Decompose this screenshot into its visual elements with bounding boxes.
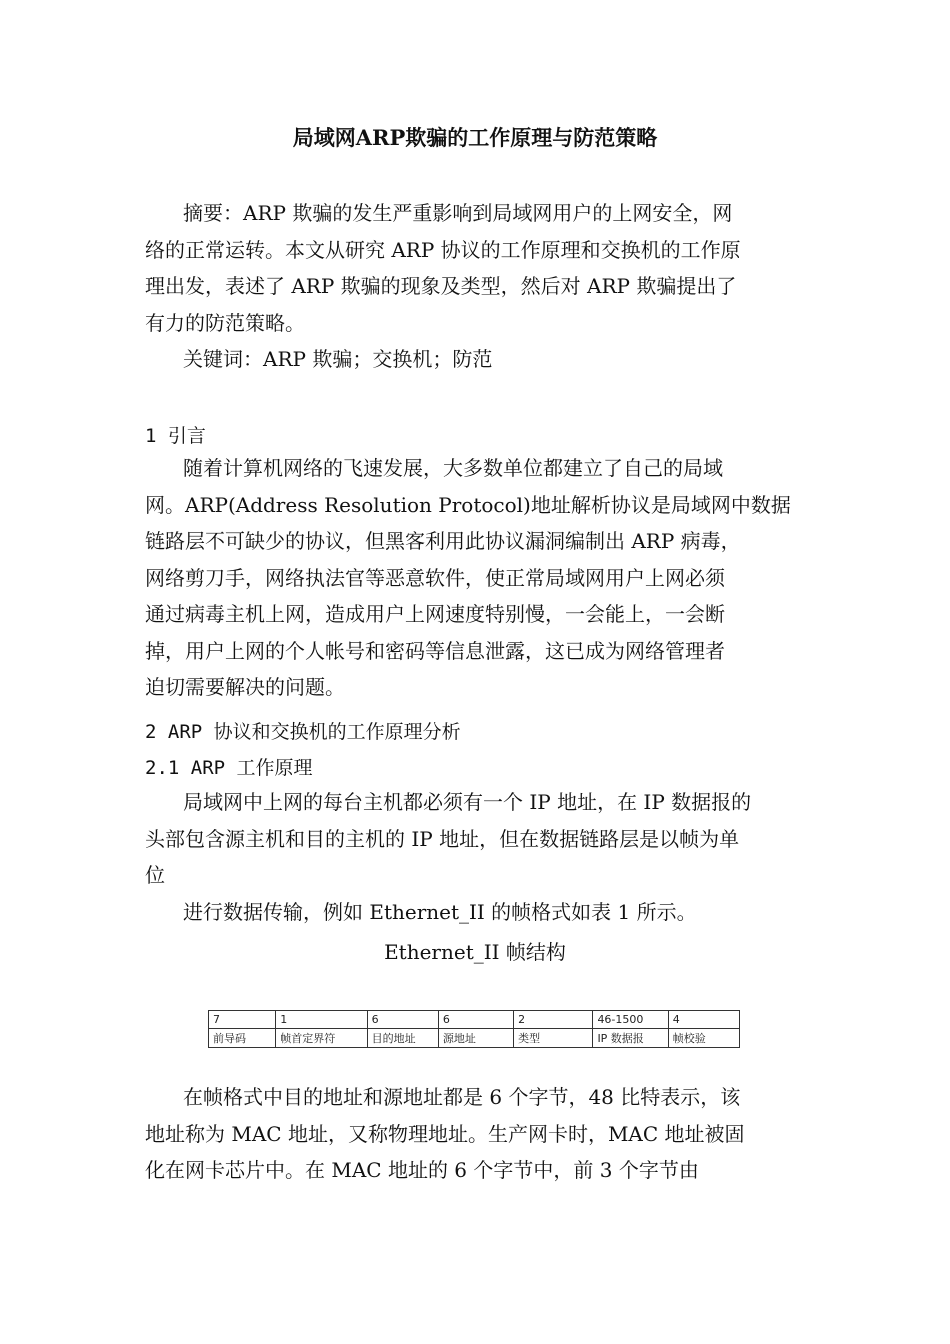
abstract-paragraph: [145, 195, 805, 378]
abstract-line: 有力的防范策略。: [145, 310, 305, 335]
table-cell: 目的地址: [367, 1029, 438, 1048]
section-2-heading: 2 ARP 协议和交换机的工作原理分析: [145, 721, 461, 743]
body-line: 通过病毒主机上网，造成用户上网速度特别慢，一会能上，一会断: [145, 602, 725, 626]
table-cell: 帧首定界符: [276, 1029, 367, 1048]
table-cell: 6: [438, 1011, 513, 1029]
body-line: 地址称为 MAC 地址，又称物理地址。生产网卡时，MAC 地址被固: [145, 1121, 745, 1146]
table-cell: 2: [514, 1011, 593, 1029]
abstract-line: 络的正常运转。本文从研究 ARP 协议的工作原理和交换机的工作原: [145, 237, 741, 262]
body-line: 网络剪刀手，网络执法官等恶意软件，使正常局域网用户上网必须: [145, 565, 725, 590]
table-cell: 46-1500: [593, 1011, 668, 1029]
abstract-line: 理出发，表述了 ARP 欺骗的现象及类型，然后对 ARP 欺骗提出了: [145, 274, 737, 298]
section-1-heading: 1 引言: [145, 425, 206, 447]
section-2-1-paragraph: [145, 784, 805, 930]
body-line: 在帧格式中目的地址和源地址都是 6 个字节，48 比特表示，该: [183, 1085, 741, 1109]
body-line: 位: [145, 863, 165, 887]
table-cell: 帧校验: [668, 1029, 739, 1048]
body-line: 掉，用户上网的个人帐号和密码等信息泄露，这已成为网络管理者: [145, 638, 725, 663]
body-line: 随着计算机网络的飞速发展，大多数单位都建立了自己的局域: [183, 456, 723, 480]
table-cell: 4: [668, 1011, 739, 1029]
section-2-1-heading: 2.1 ARP 工作原理: [145, 757, 313, 779]
body-line: 网。ARP(Address Resolution Protocol)地址解析协议是局域网中数据: [145, 492, 791, 517]
table-cell: 6: [367, 1011, 438, 1029]
body-line: 链路层不可缺少的协议，但黑客利用此协议漏洞编制出 ARP 病毒，: [145, 529, 741, 553]
ethernet-frame-table: [208, 1010, 740, 1048]
table-cell: 类型: [514, 1029, 593, 1048]
keywords-line: 关键词：ARP 欺骗；交换机；防范: [183, 347, 493, 371]
body-line: 局域网中上网的每台主机都必须有一个 IP 地址，在 IP 数据报的: [183, 790, 752, 814]
table-row: [209, 1029, 740, 1048]
section-2-1-continued-paragraph: [145, 1079, 805, 1189]
body-line: 头部包含源主机和目的主机的 IP 地址，但在数据链路层是以帧为单: [145, 826, 740, 851]
document-title: 局域网ARP欺骗的工作原理与防范策略: [292, 125, 658, 150]
body-line: 进行数据传输，例如 Ethernet_II 的帧格式如表 1 所示。: [183, 899, 697, 924]
table-cell: 7: [209, 1011, 276, 1029]
abstract-line: 摘要：ARP 欺骗的发生严重影响到局域网用户的上网安全，网: [183, 201, 733, 225]
body-line: 迫切需要解决的问题。: [145, 675, 345, 699]
body-line: 化在网卡芯片中。在 MAC 地址的 6 个字节中，前 3 个字节由: [145, 1158, 699, 1182]
table-cell: 源地址: [438, 1029, 513, 1048]
table-row: [209, 1011, 740, 1029]
section-1-paragraph: [145, 450, 805, 706]
table-caption: Ethernet_II 帧结构: [384, 940, 566, 964]
table-cell: IP 数据报: [593, 1029, 668, 1048]
table-cell: 前导码: [209, 1029, 276, 1048]
table-cell: 1: [276, 1011, 367, 1029]
